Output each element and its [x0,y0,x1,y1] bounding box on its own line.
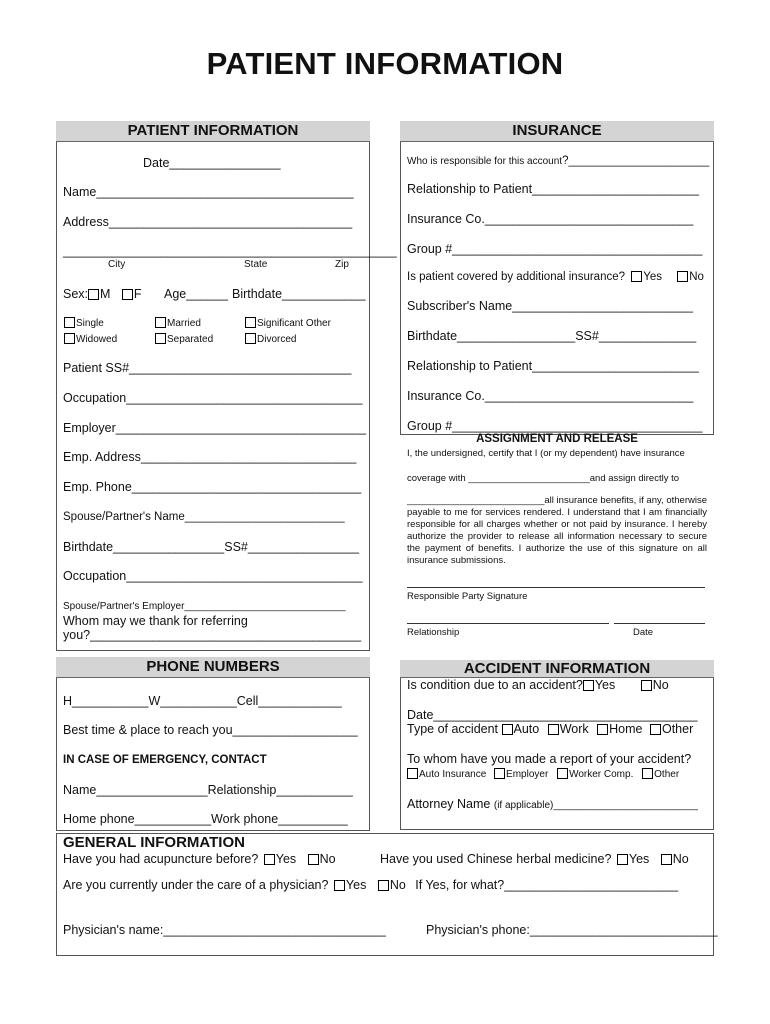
accident-date-field[interactable]: Date______________________________________ [407,708,698,722]
accident-type-row [407,722,693,736]
additional-insurance-row [407,271,704,283]
spouse-name-field[interactable]: Spouse/Partner's Name_________________________ [63,511,345,523]
phone-section [56,657,370,831]
herbal-no-checkbox[interactable] [661,854,672,865]
accident-no-checkbox[interactable] [641,680,652,691]
emp-address-field[interactable]: Emp. Address_______________________________ [63,450,357,464]
physician-name-field[interactable]: Physician's name:________________________________ [63,923,386,937]
insurance-header: INSURANCE [400,121,714,142]
accident-header: ACCIDENT INFORMATION [400,660,714,678]
name-field[interactable]: Name_____________________________________ [63,185,354,199]
if-yes-field[interactable]: If Yes, for what?_________________________ [415,878,679,892]
insurance-company-field[interactable]: Insurance Co.______________________________ [407,212,694,226]
auto-checkbox[interactable] [502,724,513,735]
phone-numbers-field[interactable]: H___________W___________Cell____________ [63,694,342,708]
marital-single[interactable] [64,317,104,329]
relationship-field[interactable]: Relationship to Patient________________________ [407,182,699,196]
responsible-field[interactable] [407,155,709,167]
acupuncture-yes-label: Yes [275,852,297,866]
divorced-label: Divorced [257,334,297,345]
marital-separated[interactable] [155,333,213,345]
patient-info-header: PATIENT INFORMATION [56,121,370,142]
male-label: M [100,287,111,301]
report-label: To whom have you made a report of your accident? [407,752,692,766]
accident-type-label: Type of accident [407,722,499,736]
relationship-line[interactable] [407,623,609,624]
single-label: Single [76,318,104,329]
other2-label: Other [654,769,680,780]
report-options-row [407,768,679,780]
physician-care-yes-label: Yes [345,878,367,892]
birthdate-field[interactable]: Birthdate____________ [232,287,366,301]
referral-field[interactable]: you?_______________________________________ [63,628,362,642]
other-checkbox[interactable] [650,724,661,735]
emergency-label: IN CASE OF EMERGENCY, CONTACT [63,754,267,766]
spouse-occupation-field[interactable]: Occupation__________________________________ [63,569,363,583]
sex-label: Sex: [63,287,89,301]
married-label: Married [167,318,201,329]
assignment-line-1: I, the undersigned, certify that I (or my dependent) have insurance [407,448,685,459]
significant-other-checkbox[interactable] [245,317,256,328]
employer-field[interactable]: Employer____________________________________ [63,421,367,435]
signature-label: Responsible Party Signature [407,591,528,602]
attorney-note: (if applicable)__________________________ [493,800,698,811]
female-label: F [133,287,142,301]
emergency-name-field[interactable]: Name________________Relationship___________ [63,783,353,797]
acupuncture-yes-checkbox[interactable] [264,854,275,865]
other2-checkbox[interactable] [642,768,653,779]
accident-due-row [407,678,669,692]
signature-line[interactable] [407,587,705,588]
marital-widowed[interactable] [64,333,117,345]
referral-label: Whom may we thank for referring [63,614,248,628]
acupuncture-no-checkbox[interactable] [308,854,319,865]
home-checkbox[interactable] [597,724,608,735]
accident-yes-checkbox[interactable] [583,680,594,691]
herbal-no-label: No [672,852,689,866]
work-checkbox[interactable] [548,724,559,735]
additional-no-checkbox[interactable] [677,271,688,282]
assignment-body: __________________________all insurance benefits, if any, otherwise payable to me for services rendered. I understand that I am financially responsible for all charges whether or not paid by insurance. I hereby authorize the provider to release all information necessary to secure the payment of benefits. I authorize the use of this signature on all insurance submissions. [407,495,707,566]
additional-insurance-label: Is patient covered by additional insurance? [407,271,626,283]
assignment-line-2[interactable]: coverage with _______________________and assign directly to [407,473,680,484]
home-label: Home [609,722,643,736]
other-label: Other [661,722,694,736]
accident-due-label: Is condition due to an accident? [407,678,583,692]
additional-no-label: No [689,271,704,283]
date-field[interactable]: Date________________ [143,156,281,170]
spouse-employer-field[interactable]: Spouse/Partner's Employer_____________________________ [63,601,346,612]
assignment-header: ASSIGNMENT AND RELEASE [476,433,638,445]
married-checkbox[interactable] [155,317,166,328]
widowed-checkbox[interactable] [64,333,75,344]
marital-married[interactable] [155,317,201,329]
additional-yes-checkbox[interactable] [631,271,642,282]
marital-significant-other[interactable] [245,317,331,329]
insurance-company2-field[interactable]: Insurance Co.______________________________ [407,389,694,403]
patient-ssn-field[interactable]: Patient SS#________________________________ [63,361,352,375]
date-line[interactable] [614,623,705,624]
herbal-label: Have you used Chinese herbal medicine? [380,852,612,866]
separated-checkbox[interactable] [155,333,166,344]
city-label: City [108,259,126,270]
zip-label: Zip [335,259,349,270]
herbal-yes-checkbox[interactable] [617,854,628,865]
physician-care-no-checkbox[interactable] [378,880,389,891]
employer-checkbox[interactable] [494,768,505,779]
male-checkbox[interactable] [88,289,99,300]
acupuncture-row [63,852,336,866]
address-field[interactable]: Address___________________________________ [63,215,353,229]
workers-comp-checkbox[interactable] [557,768,568,779]
page-title: PATIENT INFORMATION [206,46,564,81]
relationship2-field[interactable]: Relationship to Patient________________________ [407,359,699,373]
physician-care-yes-checkbox[interactable] [334,880,345,891]
attorney-row[interactable] [407,797,698,811]
acupuncture-label: Have you had acupuncture before? [63,852,259,866]
accident-yes-label: Yes [594,678,616,692]
herbal-row [380,852,689,866]
subscriber-birthdate-field[interactable]: Birthdate_________________SS#______________ [407,329,697,343]
accident-no-label: No [652,678,669,692]
additional-yes-label: Yes [643,271,662,283]
physician-care-label: Are you currently under the care of a physician? [63,878,329,892]
address-line-2[interactable]: ________________________________________________ [63,244,397,258]
auto-label: Auto [513,722,540,736]
subscriber-field[interactable]: Subscriber's Name__________________________ [407,299,693,313]
physician-phone-field[interactable]: Physician's phone:___________________________ [426,923,718,937]
group2-field[interactable]: Group #____________________________________ [407,419,703,433]
emergency-phone-field[interactable]: Home phone___________Work phone__________ [63,812,348,826]
date-label: Date [633,627,654,638]
general-header: GENERAL INFORMATION [63,834,245,851]
auto-insurance-checkbox[interactable] [407,768,418,779]
state-label: State [244,259,268,270]
acupuncture-no-label: No [319,852,336,866]
phone-header: PHONE NUMBERS [56,657,370,678]
best-time-field[interactable]: Best time & place to reach you__________________ [63,723,358,737]
separated-label: Separated [167,334,214,345]
workers-comp-label: Worker Comp. [569,769,634,780]
emp-phone-field[interactable]: Emp. Phone_________________________________ [63,480,362,494]
responsible-label: Who is responsible for this account [407,156,563,167]
significant-other-label: Significant Other [257,318,331,329]
sex-row [63,287,142,301]
herbal-yes-label: Yes [628,852,650,866]
group-field[interactable]: Group #____________________________________ [407,242,703,256]
marital-divorced[interactable] [245,333,296,345]
widowed-label: Widowed [76,334,118,345]
physician-care-row [63,878,678,892]
responsible-blank: ?______________________ [562,155,710,167]
physician-care-no-label: No [389,878,406,892]
female-checkbox[interactable] [122,289,133,300]
attorney-label: Attorney Name [407,797,491,811]
single-checkbox[interactable] [64,317,75,328]
employer-label: Employer [506,769,549,780]
auto-insurance-label: Auto Insurance [419,769,487,780]
divorced-checkbox[interactable] [245,333,256,344]
age-field[interactable]: Age______ [164,287,228,301]
relationship-label: Relationship [407,627,460,638]
work-label: Work [559,722,589,736]
spouse-birthdate-field[interactable]: Birthdate________________SS#________________ [63,540,360,554]
occupation-field[interactable]: Occupation__________________________________ [63,391,363,405]
